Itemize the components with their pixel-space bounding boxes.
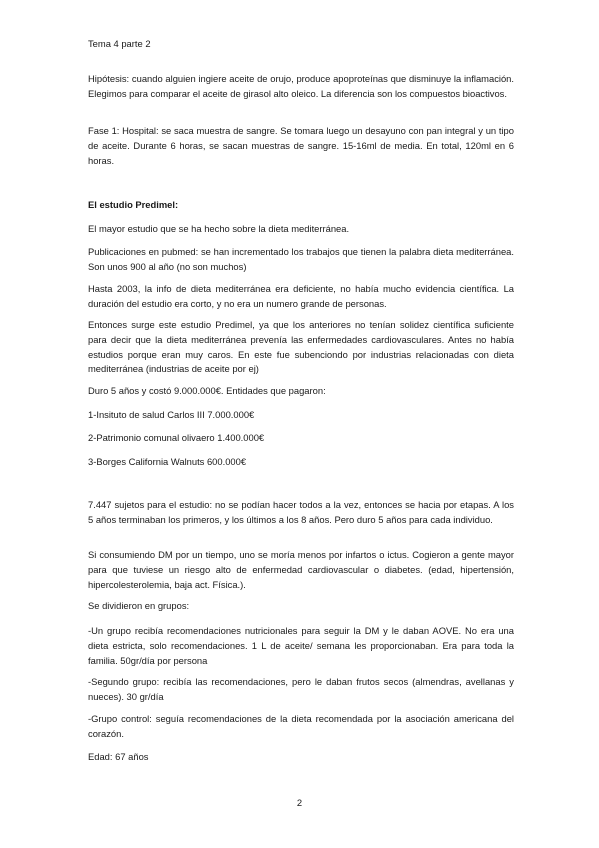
rationale-paragraph: Si consumiendo DM por un tiempo, uno se moría menos por infartos o ictus. Cogieron a gente mayor para que tuviese un riesgo alto de enfermedad cardiovascular o diabetes. (edad, hipertensión, hipercolesterolemia, baja act. Física.). xyxy=(88,549,514,590)
subjects-paragraph: 7.447 sujetos para el estudio: no se podían hacer todos a la vez, entonces se hacia por etapas. A los 5 años terminaban los primeros, y los últimos a los 8 años. Pero duro 5 años para cada individuo. xyxy=(88,499,514,525)
page-number: 2 xyxy=(296,797,303,809)
funder-item: 2-Patrimonio comunal olivaero 1.400.000€ xyxy=(88,432,265,443)
intro-paragraph: El mayor estudio que se ha hecho sobre la dieta mediterránea. xyxy=(88,223,350,234)
group-nuts-paragraph: -Segundo grupo: recibía las recomendaciones, pero le daban frutos secos (almendras, avellanas y nueces). 30 gr/día xyxy=(88,676,514,702)
group-control-paragraph: -Grupo control: seguía recomendaciones de la dieta recomendada por la asociación americana del corazón. xyxy=(88,713,514,739)
cost-paragraph: Duro 5 años y costó 9.000.000€. Entidades que pagaron: xyxy=(88,385,326,396)
page-header-title: Tema 4 parte 2 xyxy=(88,38,151,49)
pubmed-paragraph: Publicaciones en pubmed: se han incrementado los trabajos que tienen la palabra dieta mediterránea. Son unos 900 al año (no son muchos) xyxy=(88,246,514,272)
origin-paragraph: Entonces surge este estudio Predimel, ya que los anteriores no tenían solidez científica suficiente para decir que la dieta mediterránea prevenía las enfermedades cardiovasculares. Antes no había estudios porque eran muy caros. En este fue subenciondo por industrias relacionadas con dieta mediterránea (industrias de aceite por ej) xyxy=(88,319,514,375)
age-paragraph: Edad: 67 años xyxy=(88,751,149,762)
history-paragraph: Hasta 2003, la info de dieta mediterránea era deficiente, no había mucho evidencia científica. La duración del estudio era corto, y no era un numero grande de personas. xyxy=(88,283,514,309)
phase1-paragraph: Fase 1: Hospital: se saca muestra de sangre. Se tomara luego un desayuno con pan integral y un tipo de aceite. Durante 6 horas, se sacan muestras de sangre. 15-16ml de media. En total, 120ml en 6 horas. xyxy=(88,125,514,166)
section-heading: El estudio Predimel: xyxy=(88,199,179,210)
groups-intro: Se dividieron en grupos: xyxy=(88,600,190,611)
hypothesis-paragraph: Hipótesis: cuando alguien ingiere aceite de orujo, produce apoproteínas que disminuye la inflamación. Elegimos para comparar el aceite de girasol alto oleico. La diferencia son los compuestos bioactivos. xyxy=(88,73,514,99)
group-aove-paragraph: -Un grupo recibía recomendaciones nutricionales para seguir la DM y le daban AOVE. No era una dieta estricta, solo recomendaciones. 1 L de aceite/ semana les proporcionaban. Era para toda la familia. 50gr/día por persona xyxy=(88,625,514,666)
funder-item: 1-Insituto de salud Carlos III 7.000.000€ xyxy=(88,409,255,420)
funder-item: 3-Borges California Walnuts 600.000€ xyxy=(88,456,247,467)
